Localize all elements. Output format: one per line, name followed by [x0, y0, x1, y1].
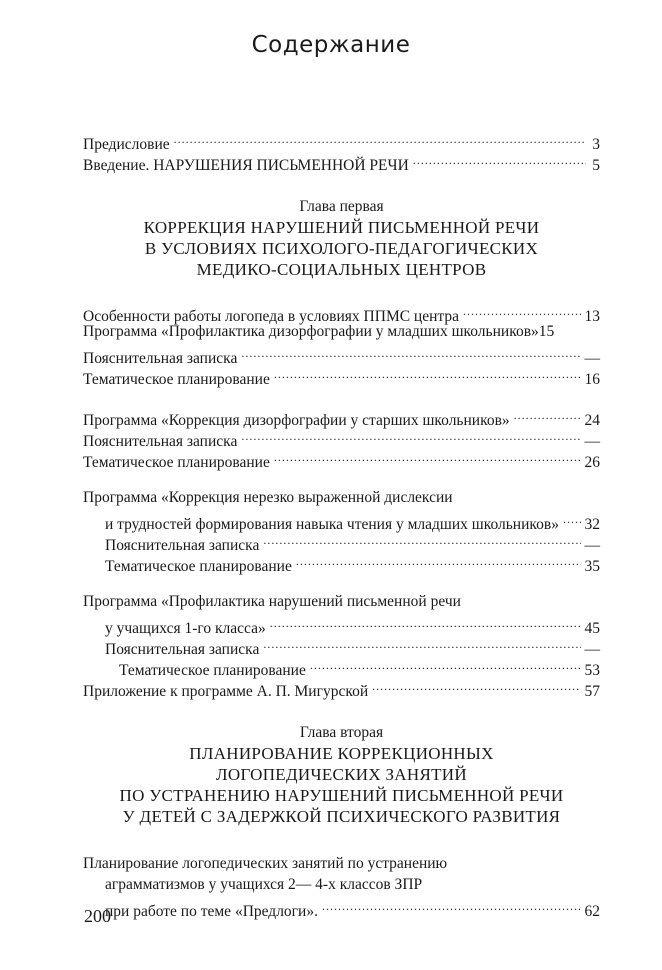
- chapter-title-line: КОРРЕКЦИЯ НАРУШЕНИЙ ПИСЬМЕННОЙ РЕЧИ: [143, 218, 540, 237]
- chapter-title-line: ПО УСТРАНЕНИЮ НАРУШЕНИЙ ПИСЬМЕННОЙ РЕЧИ: [119, 786, 564, 805]
- toc-entry-label: у учащихся 1-го класса»: [105, 620, 266, 637]
- toc-entry-page: 15: [538, 323, 555, 340]
- dot-leader: [296, 550, 581, 571]
- toc-entry-page: 16: [584, 371, 600, 388]
- toc-entry-label: Пояснительная записка: [83, 350, 238, 367]
- dot-leader: [463, 300, 581, 321]
- chapter-label: Глава вторая: [299, 724, 384, 741]
- dot-leader: [310, 654, 581, 675]
- toc-entry: [83, 508, 600, 533]
- toc-entry-label: Тематическое планирование: [83, 454, 270, 471]
- chapter-heading: [83, 722, 600, 827]
- page-number: 200: [84, 906, 111, 926]
- toc-entry-label: Тематическое планирование: [105, 558, 292, 575]
- dot-leader: [563, 508, 581, 529]
- dot-leader: [413, 149, 586, 170]
- chapter-title-line: У ДЕТЕЙ С ЗАДЕРЖКОЙ ПСИХИЧЕСКОГО РАЗВИТИЯ: [122, 807, 561, 826]
- chapter-label: Глава первая: [299, 198, 384, 215]
- toc-entry-page: 35: [584, 558, 600, 575]
- toc-entry-page: —: [584, 350, 600, 367]
- toc-entry-label: при работе по теме «Предлоги».: [105, 903, 318, 920]
- toc-entry-label: Тематическое планирование: [119, 662, 306, 679]
- dot-leader: [263, 633, 580, 654]
- dot-leader: [274, 363, 581, 384]
- toc-entry-label: Программа «Профилактика дизорфографии у младших школьников»: [83, 323, 539, 340]
- toc-entry-line: Планирование логопедических занятий по устранению: [83, 855, 448, 872]
- toc-entry-page: 13: [584, 308, 600, 325]
- toc-entry-label: Введение. НАРУШЕНИЯ ПИСЬМЕННОЙ РЕЧИ: [83, 157, 409, 174]
- dot-leader: [274, 446, 581, 467]
- dot-leader: [241, 342, 580, 363]
- chapter-title-line: ПЛАНИРОВАНИЕ КОРРЕКЦИОННЫХ: [189, 744, 494, 763]
- chapter-heading: [83, 196, 600, 280]
- toc-entry: [83, 128, 600, 153]
- table-of-contents: [83, 128, 600, 920]
- toc-entry: [83, 612, 600, 637]
- toc-entry-label: Тематическое планирование: [83, 371, 270, 388]
- dot-leader: [241, 425, 580, 446]
- dot-leader: [263, 529, 580, 550]
- dot-leader: [174, 128, 586, 149]
- toc-entry-page: 32: [584, 516, 600, 533]
- dot-leader: [372, 675, 580, 696]
- toc-entry: [83, 895, 600, 920]
- toc-entry-line: Программа «Коррекция нерезко выраженной дислексии: [83, 489, 453, 506]
- dot-leader: [270, 612, 581, 633]
- toc-entry-line: аграмматизмов у учащихся 2— 4-х классов ЗПР: [105, 876, 423, 893]
- dot-leader: [514, 404, 581, 425]
- dot-leader: [322, 895, 581, 916]
- toc-entry-page: —: [584, 433, 600, 450]
- toc-entry-label: Приложение к программе А. П. Мигурской: [83, 683, 369, 700]
- toc-entry-page: 62: [584, 903, 600, 920]
- toc-entry: [83, 404, 600, 429]
- page-title: Содержание: [251, 32, 411, 58]
- toc-entry-label: Пояснительная записка: [83, 433, 238, 450]
- toc-entry: [83, 342, 600, 367]
- toc-entry-page: 45: [584, 620, 600, 637]
- chapter-title-line: МЕДИКО-СОЦИАЛЬНЫХ ЦЕНТРОВ: [196, 260, 487, 279]
- chapter-title-line: В УСЛОВИЯХ ПСИХОЛОГО-ПЕДАГОГИЧЕСКИХ: [144, 239, 539, 258]
- toc-entry-page: —: [584, 537, 600, 554]
- toc-entry-page: 5: [592, 157, 600, 174]
- toc-entry: [83, 321, 600, 342]
- chapter-title-line: ЛОГОПЕДИЧЕСКИХ ЗАНЯТИЙ: [216, 765, 467, 784]
- toc-entry-label: и трудностей формирования навыка чтения у младших школьников»: [105, 516, 559, 533]
- toc-entry-label: Пояснительная записка: [105, 641, 260, 658]
- toc-entry-page: 3: [592, 136, 600, 153]
- toc-entry-page: —: [584, 641, 600, 658]
- toc-entry-label: Особенности работы логопеда в условиях ППМС центра: [83, 308, 459, 325]
- toc-entry-page: 57: [584, 683, 600, 700]
- toc-entry-label: Программа «Коррекция дизорфографии у старших школьников»: [83, 412, 510, 429]
- toc-entry-label: Пояснительная записка: [105, 537, 260, 554]
- toc-entry: [83, 300, 600, 325]
- toc-entry-page: 26: [584, 454, 600, 471]
- toc-entry-page: 53: [584, 662, 600, 679]
- toc-entry-label: Предисловие: [83, 136, 170, 153]
- toc-entry-page: 24: [584, 412, 600, 429]
- toc-entry-line: Программа «Профилактика нарушений письменной речи: [83, 593, 461, 610]
